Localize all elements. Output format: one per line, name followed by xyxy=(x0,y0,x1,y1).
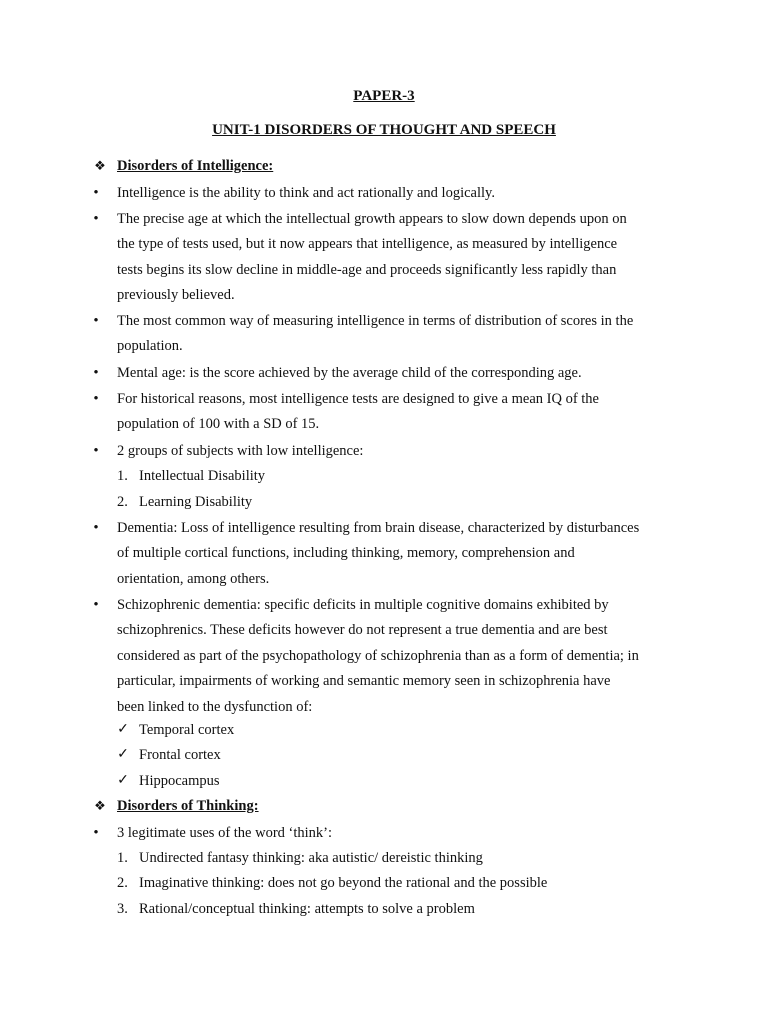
bullet-icon: • xyxy=(93,185,99,201)
list-number: 2. xyxy=(117,494,128,510)
list-number: 3. xyxy=(117,901,128,917)
bullet-icon: • xyxy=(93,443,99,459)
list-item-text: Undirected fantasy thinking: aka autistic/ dereistic thinking xyxy=(139,850,483,866)
list-number: 2. xyxy=(117,875,128,891)
bullet-text: The precise age at which the intellectual growth appears to slow down depends upon on xyxy=(117,211,627,227)
diamond-bullet-icon: ❖ xyxy=(94,798,106,813)
diamond-bullet-icon: ❖ xyxy=(94,158,106,173)
check-item-text: Temporal cortex xyxy=(139,722,235,738)
bullet-icon: • xyxy=(93,597,99,613)
paper-title: PAPER-3 xyxy=(353,88,415,104)
bullet-icon: • xyxy=(93,825,99,841)
bullet-text: Mental age: is the score achieved by the average child of the corresponding age. xyxy=(117,365,582,381)
list-item-text: Intellectual Disability xyxy=(139,468,266,484)
checkmark-icon: ✓ xyxy=(117,722,129,737)
bullet-text: For historical reasons, most intelligence tests are designed to give a mean IQ of the xyxy=(117,391,599,407)
bullet-text: orientation, among others. xyxy=(117,571,270,587)
list-item-text: Rational/conceptual thinking: attempts to solve a problem xyxy=(139,901,475,917)
bullet-text: of multiple cortical functions, including thinking, memory, comprehension and xyxy=(117,545,575,561)
list-number: 1. xyxy=(117,850,128,866)
bullet-text: particular, impairments of working and semantic memory seen in schizophrenia have xyxy=(117,673,611,689)
bullet-text: Schizophrenic dementia: specific deficits in multiple cognitive domains exhibited by xyxy=(117,597,609,613)
bullet-text: Intelligence is the ability to think and act rationally and logically. xyxy=(117,185,495,201)
checkmark-icon: ✓ xyxy=(117,773,129,788)
bullet-icon: • xyxy=(93,520,99,536)
list-item-text: Imaginative thinking: does not go beyond the rational and the possible xyxy=(139,875,548,891)
section-heading-intelligence: Disorders of Intelligence: xyxy=(117,158,274,174)
bullet-icon: • xyxy=(93,211,99,227)
bullet-icon: • xyxy=(93,313,99,329)
checkmark-icon: ✓ xyxy=(117,747,129,762)
bullet-text: The most common way of measuring intelligence in terms of distribution of scores in the xyxy=(117,313,634,329)
list-item-text: Learning Disability xyxy=(139,494,253,510)
bullet-text: schizophrenics. These deficits however do not represent a true dementia and are best xyxy=(117,622,608,638)
bullet-text: population. xyxy=(117,338,183,354)
bullet-text: population of 100 with a SD of 15. xyxy=(117,416,320,432)
unit-title: UNIT-1 DISORDERS OF THOUGHT AND SPEECH xyxy=(212,122,556,138)
check-item-text: Hippocampus xyxy=(139,773,220,789)
bullet-text: been linked to the dysfunction of: xyxy=(117,699,313,715)
section-heading-thinking: Disorders of Thinking: xyxy=(117,798,259,814)
bullet-icon: • xyxy=(93,365,99,381)
bullet-text: 3 legitimate uses of the word ‘think’: xyxy=(117,825,333,841)
bullet-icon: • xyxy=(93,391,99,407)
check-item-text: Frontal cortex xyxy=(139,747,221,763)
bullet-text: previously believed. xyxy=(117,287,235,303)
bullet-text: 2 groups of subjects with low intelligence: xyxy=(117,443,364,459)
bullet-text: tests begins its slow decline in middle-age and proceeds significantly less rapidly than xyxy=(117,262,617,278)
bullet-text: Dementia: Loss of intelligence resulting from brain disease, characterized by disturbances xyxy=(117,520,640,536)
bullet-text: considered as part of the psychopathology of schizophrenia than as a form of dementia; in xyxy=(117,648,639,664)
bullet-text: the type of tests used, but it now appears that intelligence, as measured by intelligence xyxy=(117,236,618,252)
list-number: 1. xyxy=(117,468,128,484)
